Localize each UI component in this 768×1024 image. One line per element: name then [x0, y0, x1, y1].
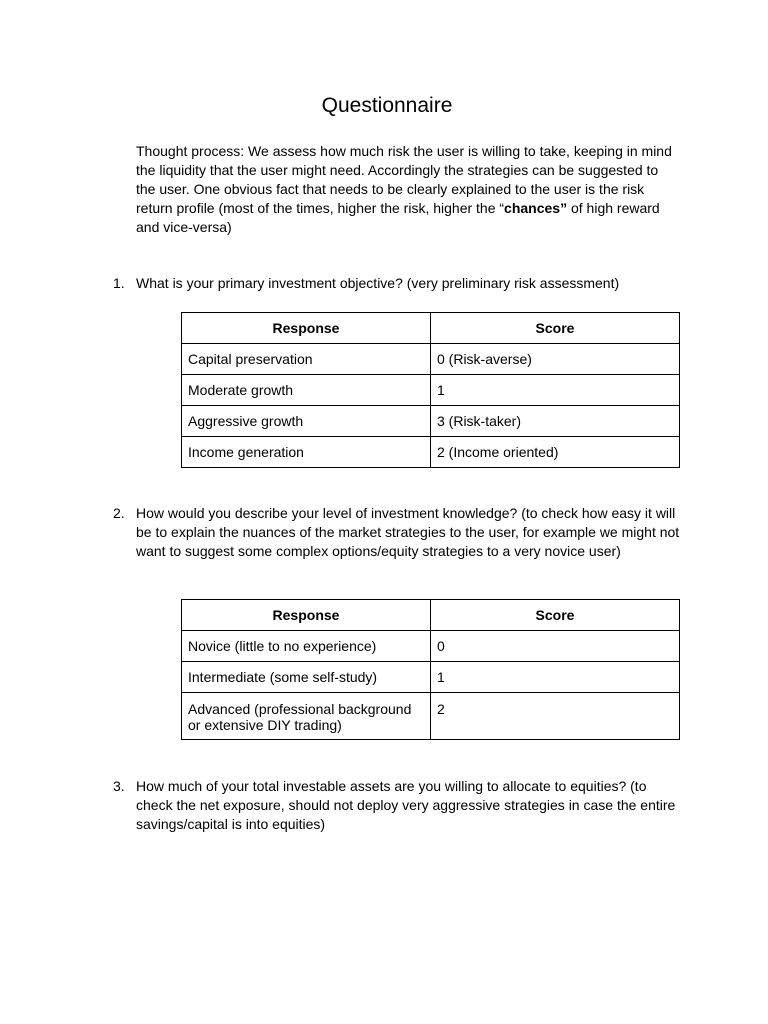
table-header-row	[182, 600, 680, 631]
column-header-score: Score	[431, 313, 680, 344]
response-cell: Intermediate (some self-study)	[182, 662, 431, 693]
response-cell: Novice (little to no experience)	[182, 631, 431, 662]
table-row	[182, 344, 680, 375]
table-row	[182, 693, 680, 740]
question-number: 3.	[113, 778, 125, 794]
table-header-row	[182, 313, 680, 344]
question-text: How much of your total investable assets are you willing to allocate to equities? (to check the net exposure, should not deploy very aggressive strategies in case the entire savings/capital is into equities)	[136, 778, 676, 832]
question-text: What is your primary investment objective? (very preliminary risk assessment)	[136, 275, 620, 291]
table-row	[182, 406, 680, 437]
question-3	[113, 777, 683, 834]
question-text: How would you describe your level of investment knowledge? (to check how easy it will be to explain the nuances of the market strategies to the user, for example we might not want to suggest some complex options/equity strategies to a very novice user)	[136, 505, 680, 559]
score-cell: 2 (Income oriented)	[431, 437, 680, 468]
response-cell: Aggressive growth	[182, 406, 431, 437]
question-1	[113, 274, 683, 293]
column-header-response: Response	[182, 313, 431, 344]
question-2	[113, 504, 683, 561]
table-row	[182, 662, 680, 693]
score-cell: 1	[431, 662, 680, 693]
column-header-score: Score	[431, 600, 680, 631]
score-cell: 0	[431, 631, 680, 662]
column-header-response: Response	[182, 600, 431, 631]
intro-bold-text: chances”	[504, 200, 568, 216]
response-cell: Income generation	[182, 437, 431, 468]
response-cell: Capital preservation	[182, 344, 431, 375]
intro-text-end: of high reward and vice-versa)	[136, 200, 660, 235]
response-score-table-1	[181, 312, 680, 468]
question-number: 2.	[113, 505, 125, 521]
score-cell: 0 (Risk-averse)	[431, 344, 680, 375]
response-score-table-2	[181, 599, 680, 740]
score-cell: 3 (Risk-taker)	[431, 406, 680, 437]
response-cell: Advanced (professional background or extensive DIY trading)	[182, 693, 431, 740]
question-number: 1.	[113, 275, 125, 291]
score-cell: 1	[431, 375, 680, 406]
score-cell: 2	[431, 693, 680, 740]
intro-text: Thought process: We assess how much risk the user is willing to take, keeping in mind the liquidity that the user might need. Accordingly the strategies can be suggested to the user. One obvious fact that needs to be clearly explained to the user is the risk return profile (most of the times, higher the risk, higher the “	[136, 143, 672, 216]
table-row	[182, 437, 680, 468]
table-row	[182, 631, 680, 662]
response-cell: Moderate growth	[182, 375, 431, 406]
page-title: Questionnaire	[321, 94, 453, 117]
table-row	[182, 375, 680, 406]
intro-paragraph	[136, 142, 681, 237]
